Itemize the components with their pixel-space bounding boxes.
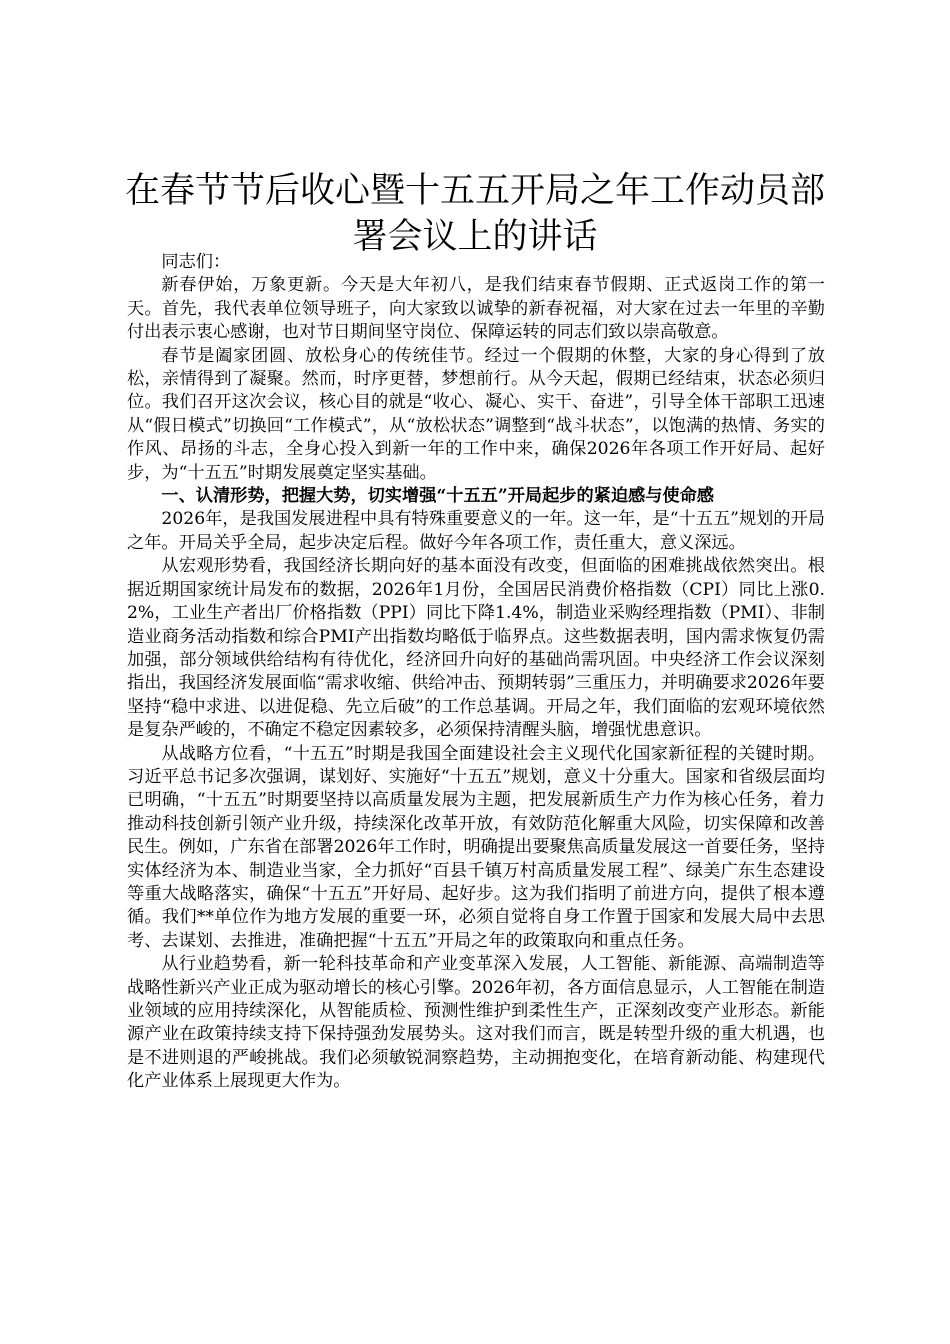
body-paragraph: 2026年，是我国发展进程中具有特殊重要意义的一年。这一年，是“十五五”规划的开局之年。开局关乎全局，起步决定后程。做好今年各项工作，责任重大，意义深远。 — [127, 509, 825, 553]
salutation: 同志们： — [161, 252, 231, 272]
body-paragraph: 从行业趋势看，新一轮科技革命和产业变革深入发展，人工智能、新能源、高端制造等战略性新兴产业正成为驱动增长的核心引擎。2026年初，各方面信息显示，人工智能在制造业领域的应用持续深化，从智能质检、预测性维护到柔性生产，正深刻改变产业形态。新能源产业在政策持续支持下保持强劲发展势头。这对我们而言，既是转型升级的重大机遇，也是不进则退的严峻挑战。我们必须敏锐洞察趋势，主动拥抱变化，在培育新动能、构建现代化产业体系上展现更大作为。 — [127, 954, 825, 1092]
body-paragraph: 从战略方位看，“十五五”时期是我国全面建设社会主义现代化国家新征程的关键时期。习近平总书记多次强调，谋划好、实施好“十五五”规划，意义十分重大。国家和省级层面均已明确，“十五五”时期要坚持以高质量发展为主题，把发展新质生产力作为核心任务，着力推动科技创新引领产业升级，持续深化改革开放，有效防范化解重大风险，切实保障和改善民生。例如，广东省在部署2026年工作时，明确提出要聚焦高质量发展这一首要任务，坚持实体经济为本、制造业当家，全力抓好“百县千镇万村高质量发展工程”、绿美广东生态建设等重大战略落实，确保“十五五”开好局、起好步。这为我们指明了前进方向，提供了根本遵循。我们**单位作为地方发展的重要一环，必须自觉将自身工作置于国家和发展大局中去思考、去谋划、去推进，准确把握“十五五”开局之年的政策取向和重点任务。 — [127, 743, 825, 951]
body-paragraph: 从宏观形势看，我国经济长期向好的基本面没有改变，但面临的困难挑战依然突出。根据近期国家统计局发布的数据，2026年1月份，全国居民消费价格指数（CPI）同比上涨0.2%，工业生产者出厂价格指数（PPI）同比下降1.4%，制造业采购经理指数（PMI）、非制造业商务活动指数和综合PMI产出指数均略低于临界点。这些数据表明，国内需求恢复仍需加强，部分领域供给结构有待优化，经济回升向好的基础尚需巩固。中央经济工作会议深刻指出，我国经济发展面临“需求收缩、供给冲击、预期转弱”三重压力，并明确要求2026年要坚持“稳中求进、以进促稳、先立后破”的工作总基调。开局之年，我们面临的宏观环境依然是复杂严峻的，不确定不稳定因素较多，必须保持清醒头脑，增强忧患意识。 — [127, 556, 825, 741]
body-paragraph: 春节是阖家团圆、放松身心的传统佳节。经过一个假期的休整，大家的身心得到了放松，亲情得到了凝聚。然而，时序更替，梦想前行。从今天起，假期已经结束，状态必须归位。我们召开这次会议，核心目的就是“收心、凝心、实干、奋进”，引导全体干部职工迅速从“假日模式”切换回“工作模式”，从“放松状态”调整到“战斗状态”，以饱满的热情、务实的作风、昂扬的斗志，全身心投入到新一年的工作中来，确保2026年各项工作开好局、起好步，为“十五五”时期发展奠定坚实基础。 — [127, 345, 825, 483]
document-body — [127, 251, 825, 1094]
body-paragraph: 新春伊始，万象更新。今天是大年初八，是我们结束春节假期、正式返岗工作的第一天。首先，我代表单位领导班子，向大家致以诚挚的新春祝福，对大家在过去一年里的辛勤付出表示衷心感谢，也对节日期间坚守岗位、保障运转的同志们致以崇高敬意。 — [127, 275, 825, 343]
section-heading: 一、认清形势，把握大势，切实增强“十五五”开局起步的紧迫感与使命感 — [161, 486, 714, 507]
document-title: 在春节节后收心暨十五五开局之年工作动员部署会议上的讲话 — [124, 171, 825, 257]
